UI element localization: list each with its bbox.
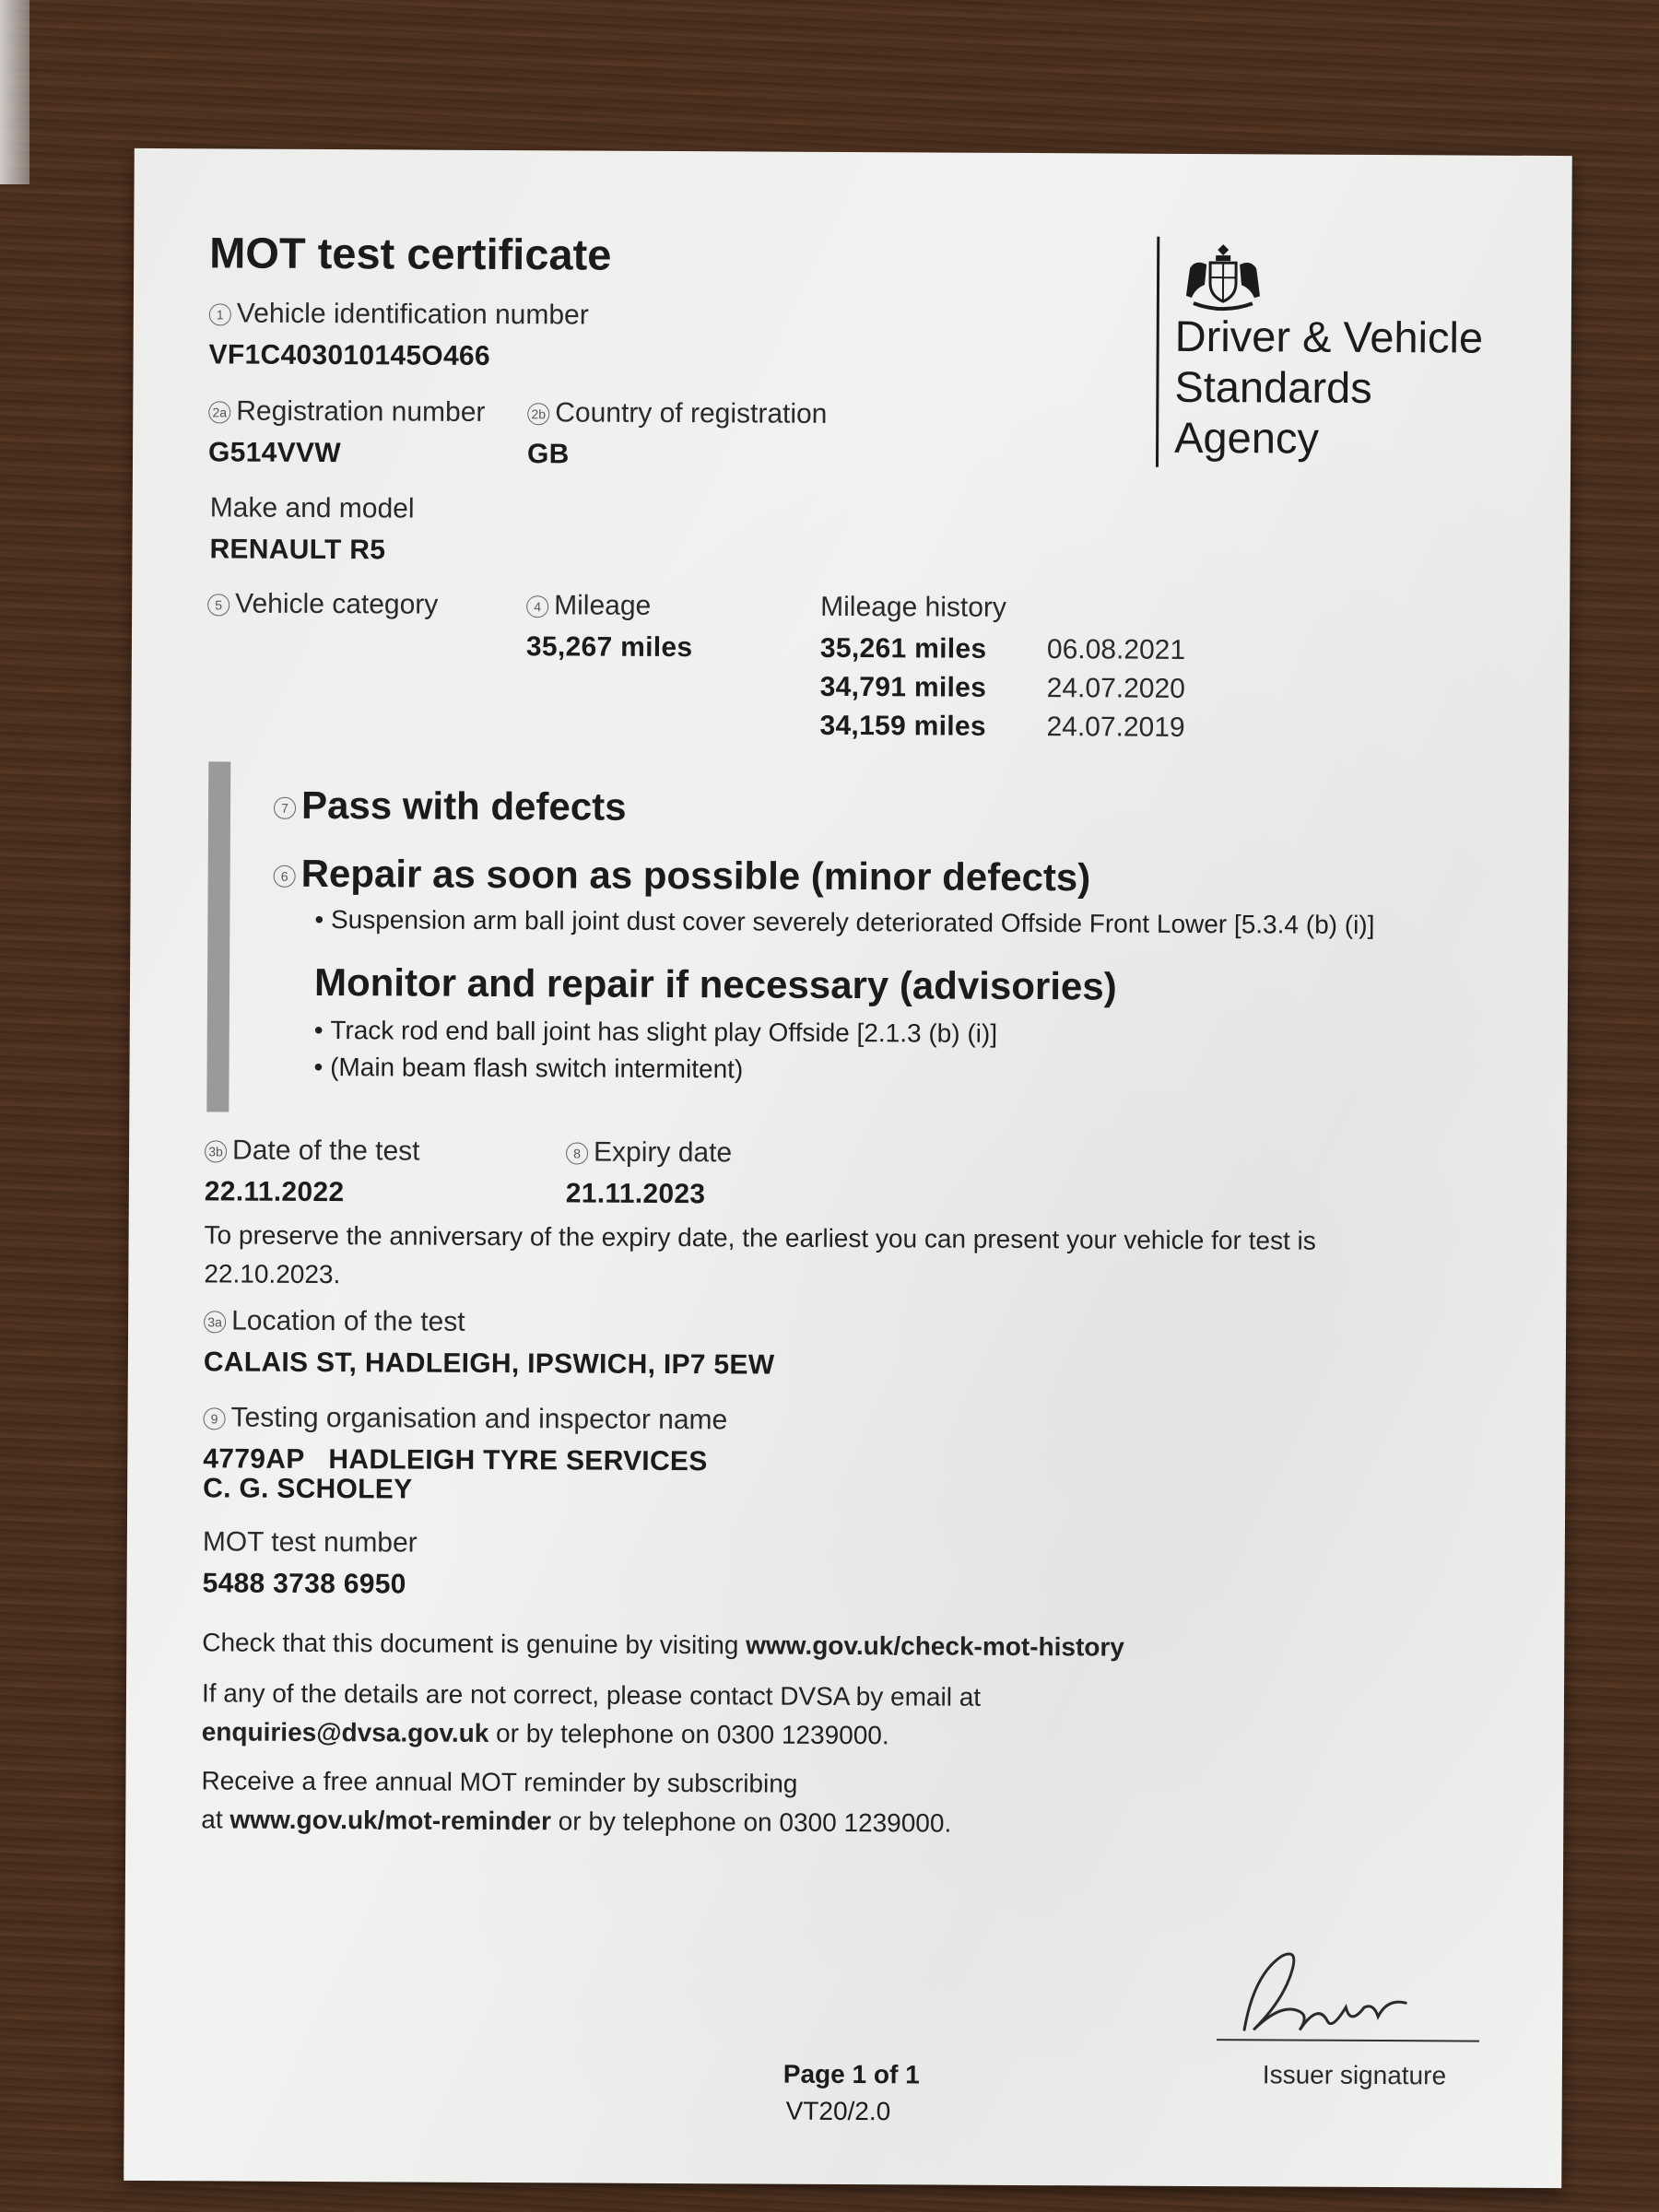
organisation-line-1 bbox=[203, 1443, 707, 1477]
bullet: • bbox=[313, 1052, 331, 1082]
location-label-row bbox=[204, 1305, 465, 1337]
check-link[interactable]: www.gov.uk/check-mot-history bbox=[746, 1630, 1124, 1662]
test-result bbox=[274, 783, 627, 830]
vin-value: VF1C403010145O466 bbox=[208, 339, 491, 371]
handwritten-signature bbox=[1226, 1937, 1439, 2049]
test-date-label-row bbox=[205, 1135, 420, 1167]
test-result-text: Pass with defects bbox=[300, 782, 627, 829]
mot-certificate-paper bbox=[124, 148, 1572, 2188]
mileage-history-date: 24.07.2020 bbox=[1046, 673, 1185, 704]
advisory-text: (Main beam flash switch intermitent) bbox=[330, 1053, 744, 1084]
location-value: CALAIS ST, HADLEIGH, IPSWICH, IP7 5EW bbox=[203, 1347, 775, 1381]
expiry-date-label: Expiry date bbox=[594, 1136, 733, 1169]
organisation-code: 4779AP bbox=[203, 1443, 305, 1475]
mileage-history-miles: 35,261 miles bbox=[819, 632, 987, 665]
country-label: Country of registration bbox=[555, 397, 828, 429]
reminder-at: at bbox=[201, 1805, 230, 1834]
make-model-value: RENAULT R5 bbox=[209, 534, 386, 566]
field-number: 5 bbox=[207, 594, 229, 616]
minor-defects-heading-text: Repair as soon as possible (minor defects) bbox=[300, 851, 1091, 900]
field-number: 4 bbox=[526, 595, 548, 618]
field-number: 1 bbox=[209, 303, 231, 325]
advisories-heading: Monitor and repair if necessary (advisories) bbox=[313, 959, 1117, 1008]
mileage-history-date: 24.07.2019 bbox=[1046, 712, 1185, 743]
contact-line-1: If any of the details are not correct, please contact DVSA by email at bbox=[201, 1678, 982, 1712]
reminder-link[interactable]: www.gov.uk/mot-reminder bbox=[229, 1805, 551, 1836]
field-number: 8 bbox=[566, 1142, 588, 1164]
contact-tail: or by telephone on 0300 1239000. bbox=[488, 1718, 889, 1750]
logo-divider bbox=[1156, 237, 1159, 467]
advisory-item bbox=[314, 1016, 997, 1049]
mileage-label: Mileage bbox=[554, 590, 652, 621]
defect-text: Suspension arm ball joint dust cover severely deteriorated Offside Front Lower [5.3.4 (b) (i)] bbox=[330, 905, 1375, 939]
field-number: 7 bbox=[274, 797, 296, 819]
mileage-value: 35,267 miles bbox=[525, 631, 693, 664]
inspector-name: C. G. SCHOLEY bbox=[203, 1473, 413, 1505]
test-date-value: 22.11.2022 bbox=[204, 1176, 345, 1208]
mileage-label-row bbox=[526, 590, 651, 622]
test-date-label: Date of the test bbox=[232, 1135, 420, 1167]
organisation-name: HADLEIGH TYRE SERVICES bbox=[328, 1444, 708, 1477]
advisory-item bbox=[313, 1053, 743, 1084]
mileage-history-miles: 34,159 miles bbox=[819, 710, 987, 742]
category-label-row bbox=[207, 588, 438, 620]
agency-name-line-1: Driver & Vehicle bbox=[1174, 311, 1484, 362]
registration-label: Registration number bbox=[236, 395, 486, 428]
organisation-label: Testing organisation and inspector name bbox=[230, 1402, 728, 1436]
page-number: Page 1 of 1 bbox=[782, 2059, 920, 2089]
defect-item bbox=[314, 905, 1374, 940]
minor-defects-heading bbox=[274, 852, 1091, 900]
field-number: 2b bbox=[527, 403, 549, 425]
check-text: Check that this document is genuine by visiting bbox=[202, 1628, 747, 1660]
field-number: 9 bbox=[204, 1407, 226, 1430]
expiry-date-label-row bbox=[566, 1136, 732, 1169]
mileage-history-label: Mileage history bbox=[820, 591, 1007, 623]
form-code: VT20/2.0 bbox=[785, 2096, 891, 2126]
result-side-bar bbox=[206, 761, 230, 1112]
organisation-label-row bbox=[203, 1402, 727, 1436]
royal-coat-of-arms-icon bbox=[1177, 241, 1269, 315]
mileage-history-miles: 34,791 miles bbox=[819, 671, 987, 703]
anniversary-note-line-2: 22.10.2023. bbox=[204, 1259, 341, 1289]
registration-label-row bbox=[208, 395, 485, 429]
location-label: Location of the test bbox=[231, 1305, 465, 1337]
field-number: 3b bbox=[205, 1140, 227, 1162]
plastic-bag-edge bbox=[0, 0, 29, 184]
country-label-row bbox=[527, 397, 827, 430]
bullet: • bbox=[314, 904, 332, 935]
dvsa-logo bbox=[1156, 237, 1544, 469]
reminder-line-1: Receive a free annual MOT reminder by subscribing bbox=[201, 1766, 798, 1798]
agency-name-line-2: Standards bbox=[1174, 361, 1372, 412]
agency-name-line-3: Agency bbox=[1174, 412, 1320, 463]
make-model-label: Make and model bbox=[209, 492, 415, 524]
document-title: MOT test certificate bbox=[209, 228, 612, 279]
signature-label: Issuer signature bbox=[1262, 2060, 1447, 2090]
category-label: Vehicle category bbox=[235, 588, 439, 620]
field-number: 6 bbox=[274, 865, 296, 888]
registration-value: G514VVW bbox=[207, 437, 341, 469]
expiry-date-value: 21.11.2023 bbox=[565, 1178, 706, 1210]
reminder-line-2 bbox=[201, 1805, 951, 1838]
advisory-text: Track rod end ball joint has slight play Offside [2.1.3 (b) (i)] bbox=[330, 1016, 998, 1048]
check-genuine-line bbox=[202, 1628, 1124, 1662]
mileage-history-date: 06.08.2021 bbox=[1046, 634, 1186, 665]
field-number: 2a bbox=[208, 401, 230, 423]
bullet: • bbox=[313, 1015, 331, 1045]
reminder-tail: or by telephone on 0300 1239000. bbox=[550, 1806, 952, 1838]
test-number-label: MOT test number bbox=[202, 1526, 418, 1559]
anniversary-note-line-1: To preserve the anniversary of the expiry date, the earliest you can present your vehicle for test is bbox=[204, 1220, 1316, 1255]
test-number-value: 5488 3738 6950 bbox=[202, 1568, 406, 1600]
contact-email[interactable]: enquiries@dvsa.gov.uk bbox=[201, 1717, 489, 1747]
contact-line-2 bbox=[202, 1717, 889, 1750]
country-value: GB bbox=[526, 439, 570, 470]
vin-label-row bbox=[209, 298, 589, 331]
vin-label: Vehicle identification number bbox=[236, 298, 589, 331]
field-number: 3a bbox=[204, 1311, 226, 1333]
